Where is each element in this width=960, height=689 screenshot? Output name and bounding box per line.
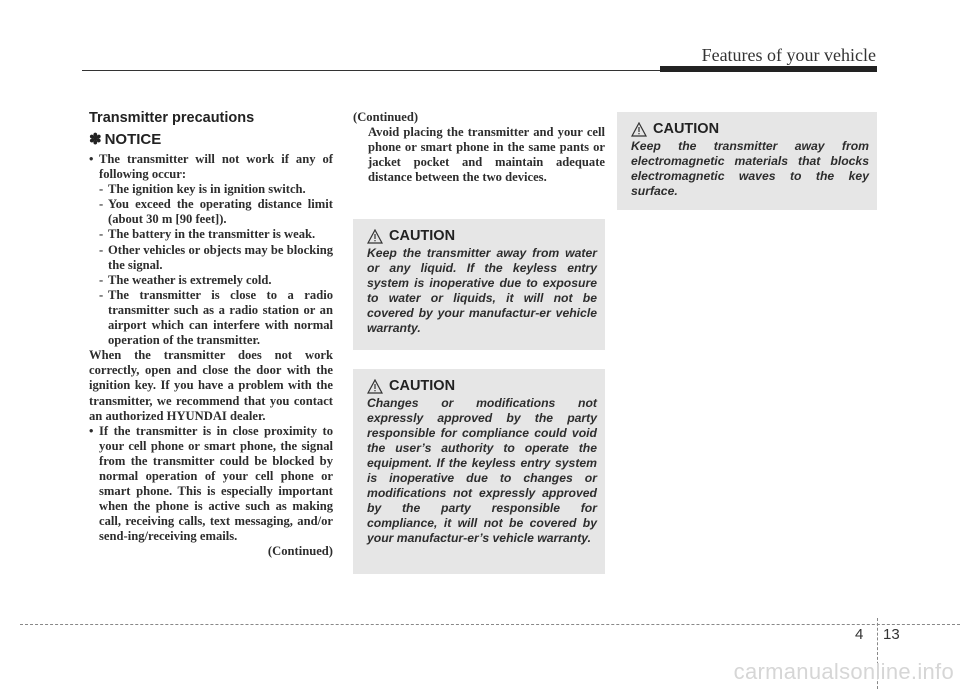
- column-middle: [353, 110, 605, 185]
- column-left: [89, 110, 333, 560]
- caution-box-modifications: [353, 369, 605, 574]
- notice-bullet-2: • If the transmitter is in close proximity to your cell phone or smart phone, the signal from the transmitter could be blocked by normal operation of your cell phone or smart phone. This is especially important when the phone is active such as making call, receiving calls, text messaging, and/or send-ing/receiving emails.: [89, 424, 333, 545]
- notice-subitem: - Other vehicles or objects may be blocking the signal.: [89, 243, 333, 273]
- caution-box-water: [353, 219, 605, 350]
- continued-paragraph: Avoid placing the transmitter and your cell phone or smart phone in the same pants or jacket pocket and maintain adequate distance between the two devices.: [368, 125, 605, 185]
- notice-star-icon: ✽: [89, 131, 102, 148]
- caution-text: Keep the transmitter away from water or any liquid. If the keyless entry system is inoperative due to exposure to water or liquids, it will not be covered by your manufactur-er vehicle warranty.: [367, 246, 597, 335]
- caution-box-electromagnetic: [617, 112, 877, 210]
- notice-subitem: - The ignition key is in ignition switch.: [89, 182, 333, 197]
- watermark: carmanualsonline.info: [733, 659, 954, 684]
- caution-text: Keep the transmitter away from electromagnetic materials that blocks electromagnetic waves to the key surface.: [631, 139, 869, 198]
- notice-subitem: - The battery in the transmitter is weak.: [89, 227, 333, 242]
- warning-triangle-icon: [631, 122, 647, 137]
- footer-rule: [20, 624, 960, 625]
- chapter-number: 4: [855, 626, 864, 643]
- notice-subitem: - The transmitter is close to a radio transmitter such as a radio station or an airport which can interfere with normal operation of the transmitter.: [89, 288, 333, 348]
- notice-subitem: - The weather is extremely cold.: [89, 273, 333, 288]
- page-number: 13: [883, 626, 900, 643]
- notice-subitem: - You exceed the operating distance limit (about 30 m [90 feet]).: [89, 197, 333, 227]
- warning-triangle-icon: [367, 229, 383, 244]
- page-header-title: Features of your vehicle: [701, 45, 876, 65]
- header-accent-bar: [660, 66, 877, 72]
- notice-title: NOTICE: [104, 130, 162, 148]
- notice-bullet-1: • The transmitter will not work if any of following occur:: [89, 152, 333, 182]
- header-rule: [82, 70, 660, 71]
- notice-paragraph: When the transmitter does not work correctly, open and close the door with the ignition key. If you have a problem with the transmitter, we recommend that you contact an authorized HYUNDAI dealer.: [89, 348, 333, 423]
- caution-text: Changes or modifications not expressly approved by the party responsible for compliance could void the user’s authority to operate the equipment. If the keyless entry system is inoperative due to changes or modifications not expressly approved by the party responsible for compliance, it will not be covered by your manufactur-er’s vehicle warranty.: [367, 396, 597, 545]
- warning-triangle-icon: [367, 379, 383, 394]
- continued-heading: (Continued): [353, 110, 419, 124]
- notice-heading: [89, 130, 333, 148]
- continued-label: (Continued): [267, 544, 333, 559]
- caution-title: CAUTION: [389, 228, 456, 244]
- section-title: Transmitter precautions: [89, 110, 255, 126]
- caution-title: CAUTION: [653, 121, 720, 137]
- caution-title: CAUTION: [389, 378, 456, 394]
